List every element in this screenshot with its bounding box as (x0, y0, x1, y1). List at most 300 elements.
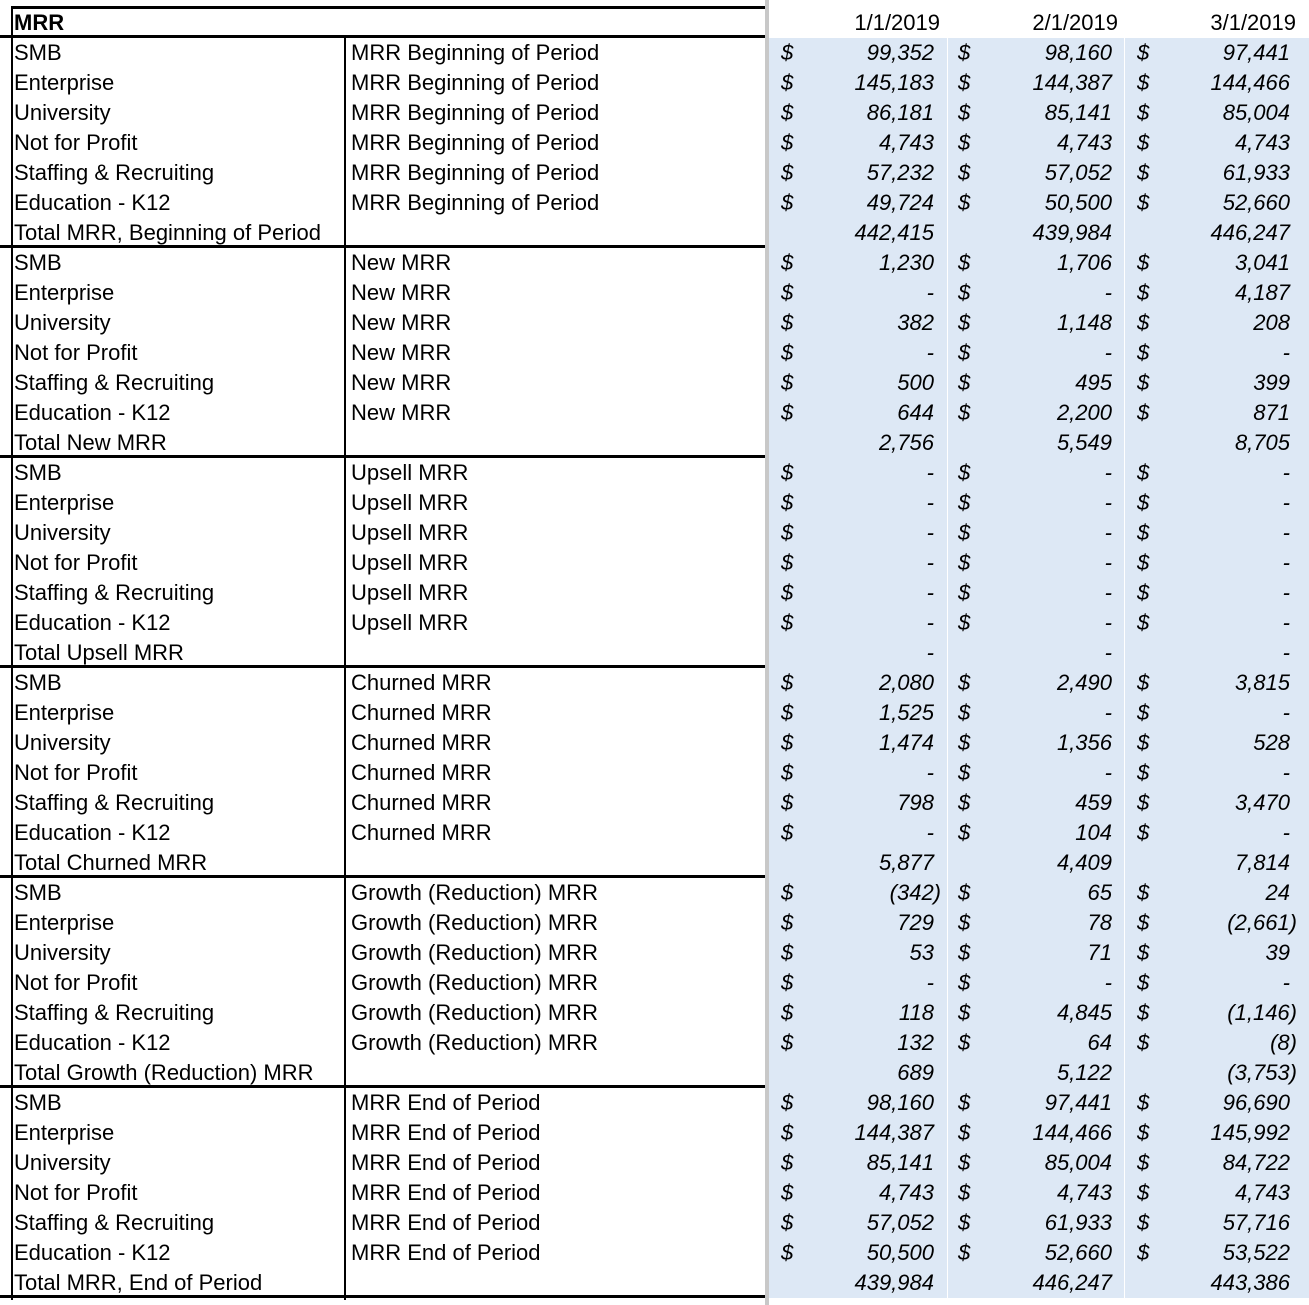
segment-cell[interactable]: Enterprise (14, 70, 115, 95)
value-cell[interactable]: 4,743 (1234, 1180, 1290, 1205)
currency-symbol: $ (958, 940, 971, 965)
segment-cell[interactable]: Enterprise (14, 490, 115, 515)
mid-border (344, 36, 346, 1300)
segment-cell[interactable]: University (14, 310, 111, 335)
value-cell[interactable]: 4,743 (1056, 1180, 1112, 1205)
currency-symbol: $ (958, 1240, 971, 1265)
metric-cell[interactable] (351, 1268, 763, 1298)
value-cell[interactable]: 132 (897, 1030, 934, 1055)
value-cell[interactable]: 871 (1253, 400, 1290, 425)
metric-cell[interactable]: Upsell MRR (351, 580, 469, 605)
currency-symbol: $ (958, 730, 971, 755)
column-separator (765, 0, 769, 1305)
cell-gridline (1124, 278, 1125, 308)
currency-symbol: $ (1137, 820, 1150, 845)
value-cell[interactable]: 1,230 (878, 250, 934, 275)
cell-gridline (1124, 128, 1125, 158)
currency-symbol: $ (1137, 700, 1150, 725)
metric-cell[interactable]: MRR Beginning of Period (351, 100, 600, 125)
value-cell[interactable]: 495 (1075, 370, 1112, 395)
metric-cell[interactable]: Growth (Reduction) MRR (351, 970, 598, 995)
currency-symbol: $ (1137, 1030, 1150, 1055)
value-cell[interactable]: - (926, 760, 934, 785)
value-cell[interactable]: 3,470 (1234, 790, 1290, 815)
metric-cell[interactable]: MRR End of Period (351, 1180, 541, 1205)
currency-symbol: $ (958, 670, 971, 695)
value-cell[interactable]: 84,722 (1222, 1150, 1290, 1175)
segment-cell[interactable]: Enterprise (14, 910, 115, 935)
value-cell[interactable]: (342) (889, 880, 941, 905)
value-cell[interactable]: 443,386 (1210, 1270, 1290, 1295)
currency-symbol: $ (781, 520, 794, 545)
cell-gridline (947, 518, 948, 548)
segment-cell[interactable]: Not for Profit (14, 340, 138, 365)
value-cell[interactable]: 2,200 (1056, 400, 1112, 425)
segment-cell[interactable]: SMB (14, 670, 62, 695)
value-cell[interactable]: 52,660 (1044, 1240, 1112, 1265)
value-cell[interactable]: - (1282, 550, 1290, 575)
metric-cell[interactable]: Growth (Reduction) MRR (351, 940, 598, 965)
value-cell[interactable]: (1,146) (1227, 1000, 1297, 1025)
metric-cell[interactable]: MRR Beginning of Period (351, 40, 600, 65)
value-cell[interactable]: 50,500 (866, 1240, 934, 1265)
segment-cell[interactable]: Education - K12 (14, 190, 171, 215)
currency-symbol: $ (781, 400, 794, 425)
cell-gridline (1124, 308, 1125, 338)
value-cell[interactable]: 99,352 (866, 40, 934, 65)
value-cell[interactable]: 57,232 (866, 160, 934, 185)
value-cell[interactable]: - (926, 520, 934, 545)
cell-gridline (1124, 578, 1125, 608)
segment-cell[interactable]: University (14, 1150, 111, 1175)
value-cell[interactable]: - (1104, 610, 1112, 635)
currency-symbol: $ (1137, 340, 1150, 365)
segment-cell[interactable]: University (14, 100, 111, 125)
value-cell[interactable]: 4,409 (1056, 850, 1112, 875)
currency-symbol: $ (1137, 670, 1150, 695)
segment-cell[interactable]: Education - K12 (14, 400, 171, 425)
metric-cell[interactable]: Growth (Reduction) MRR (351, 1030, 598, 1055)
value-cell[interactable]: - (1104, 460, 1112, 485)
value-cell[interactable]: 3,041 (1234, 250, 1290, 275)
table-title[interactable]: MRR (14, 10, 65, 35)
currency-symbol: $ (1137, 310, 1150, 335)
currency-symbol: $ (1137, 130, 1150, 155)
currency-symbol: $ (781, 550, 794, 575)
table-row (0, 308, 1309, 338)
cell-gridline (947, 908, 948, 938)
value-cell[interactable]: 61,933 (1044, 1210, 1112, 1235)
cell-gridline (1124, 788, 1125, 818)
segment-cell[interactable]: Staffing & Recruiting (14, 1000, 215, 1025)
metric-cell[interactable]: MRR End of Period (351, 1240, 541, 1265)
currency-symbol: $ (958, 790, 971, 815)
metric-cell[interactable]: New MRR (351, 250, 452, 275)
currency-symbol: $ (958, 190, 971, 215)
currency-symbol: $ (781, 610, 794, 635)
cell-gridline (1124, 338, 1125, 368)
metric-cell[interactable]: Upsell MRR (351, 490, 469, 515)
segment-cell[interactable]: Not for Profit (14, 550, 138, 575)
currency-symbol: $ (1137, 1150, 1150, 1175)
currency-symbol: $ (958, 910, 971, 935)
value-cell[interactable]: 5,549 (1056, 430, 1112, 455)
value-cell[interactable]: 446,247 (1210, 220, 1290, 245)
value-cell[interactable]: 52,660 (1222, 190, 1290, 215)
segment-cell[interactable]: Total Growth (Reduction) MRR (14, 1060, 314, 1085)
metric-cell[interactable]: Churned MRR (351, 790, 492, 815)
cell-gridline (1124, 488, 1125, 518)
table-row (0, 608, 1309, 638)
value-cell[interactable]: 104 (1075, 820, 1112, 845)
value-cell[interactable]: - (926, 280, 934, 305)
value-cell[interactable]: 57,716 (1222, 1210, 1290, 1235)
value-cell[interactable]: 729 (897, 910, 934, 935)
value-cell[interactable]: 459 (1075, 790, 1112, 815)
value-cell[interactable]: 53,522 (1222, 1240, 1290, 1265)
metric-cell[interactable]: Growth (Reduction) MRR (351, 880, 598, 905)
cell-gridline (947, 488, 948, 518)
total-row (0, 1268, 1309, 1298)
value-cell[interactable]: 86,181 (866, 100, 934, 125)
value-cell[interactable]: - (1104, 760, 1112, 785)
value-cell[interactable]: 96,690 (1222, 1090, 1290, 1115)
value-cell[interactable]: 85,141 (1044, 100, 1112, 125)
segment-cell[interactable]: Total Churned MRR (14, 850, 208, 875)
value-cell[interactable]: - (926, 340, 934, 365)
value-cell[interactable]: - (1104, 490, 1112, 515)
value-cell[interactable]: 7,814 (1234, 850, 1290, 875)
value-cell[interactable]: (8) (1270, 1030, 1297, 1055)
value-cell[interactable]: 4,187 (1234, 280, 1290, 305)
value-cell[interactable]: - (1282, 490, 1290, 515)
metric-cell[interactable]: New MRR (351, 370, 452, 395)
value-cell[interactable]: 2,756 (878, 430, 934, 455)
metric-cell[interactable]: New MRR (351, 280, 452, 305)
segment-cell[interactable]: SMB (14, 40, 62, 65)
value-cell[interactable]: 2,490 (1056, 670, 1112, 695)
value-cell[interactable]: - (1282, 970, 1290, 995)
metric-cell[interactable]: MRR Beginning of Period (351, 130, 600, 155)
value-cell[interactable]: 399 (1253, 370, 1290, 395)
value-cell[interactable]: 439,984 (854, 1270, 934, 1295)
value-cell[interactable]: 1,525 (878, 700, 934, 725)
value-cell[interactable]: 98,160 (866, 1090, 934, 1115)
value-cell[interactable]: 1,148 (1056, 310, 1112, 335)
cell-gridline (947, 128, 948, 158)
metric-cell[interactable]: Churned MRR (351, 760, 492, 785)
currency-symbol: $ (781, 190, 794, 215)
currency-symbol: $ (958, 760, 971, 785)
segment-cell[interactable]: Total MRR, End of Period (14, 1270, 263, 1295)
metric-cell[interactable]: MRR End of Period (351, 1120, 541, 1145)
segment-cell[interactable]: Total Upsell MRR (14, 640, 184, 665)
value-cell[interactable]: 65 (1087, 880, 1112, 905)
segment-cell[interactable]: Enterprise (14, 280, 115, 305)
cell-gridline (947, 308, 948, 338)
table-row (0, 698, 1309, 728)
total-row (0, 428, 1309, 458)
cell-gridline (1124, 428, 1125, 458)
value-cell[interactable]: - (926, 460, 934, 485)
segment-cell[interactable]: SMB (14, 460, 62, 485)
metric-cell[interactable]: Growth (Reduction) MRR (351, 910, 598, 935)
value-cell[interactable]: 118 (898, 1000, 934, 1025)
currency-symbol: $ (1137, 790, 1150, 815)
value-cell[interactable]: 4,743 (878, 1180, 934, 1205)
value-cell[interactable]: - (1104, 280, 1112, 305)
table-row (0, 1208, 1309, 1238)
currency-symbol: $ (1137, 610, 1150, 635)
value-cell[interactable]: - (1104, 520, 1112, 545)
metric-cell[interactable] (351, 1058, 763, 1088)
segment-cell[interactable]: Not for Profit (14, 130, 138, 155)
currency-symbol: $ (781, 910, 794, 935)
value-cell[interactable]: - (1282, 700, 1290, 725)
value-cell[interactable]: 85,004 (1044, 1150, 1112, 1175)
value-cell[interactable]: - (1282, 520, 1290, 545)
segment-cell[interactable]: Total New MRR (14, 430, 167, 455)
currency-symbol: $ (1137, 460, 1150, 485)
value-cell[interactable]: 39 (1265, 940, 1290, 965)
segment-cell[interactable]: Staffing & Recruiting (14, 790, 215, 815)
cell-gridline (947, 638, 948, 668)
value-cell[interactable]: 446,247 (1032, 1270, 1112, 1295)
value-cell[interactable]: - (1104, 640, 1112, 665)
value-cell[interactable]: 689 (897, 1060, 934, 1085)
date-header-2[interactable]: 2/1/2019 (1032, 10, 1118, 35)
segment-cell[interactable]: SMB (14, 880, 62, 905)
currency-symbol: $ (1137, 250, 1150, 275)
value-cell[interactable]: 144,387 (854, 1120, 934, 1145)
value-cell[interactable]: 144,387 (1032, 70, 1112, 95)
value-cell[interactable]: 98,160 (1044, 40, 1112, 65)
value-cell[interactable]: 145,992 (1210, 1120, 1290, 1145)
value-cell[interactable]: - (1104, 340, 1112, 365)
value-cell[interactable]: 4,743 (878, 130, 934, 155)
value-cell[interactable]: 144,466 (1032, 1120, 1112, 1145)
value-cell[interactable]: 2,080 (878, 670, 934, 695)
value-cell[interactable]: (3,753) (1227, 1060, 1297, 1085)
date-header-3[interactable]: 3/1/2019 (1210, 10, 1296, 35)
value-cell[interactable]: 1,474 (878, 730, 934, 755)
currency-symbol: $ (1137, 730, 1150, 755)
date-header-1[interactable]: 1/1/2019 (854, 10, 940, 35)
value-cell[interactable]: 500 (897, 370, 934, 395)
value-cell[interactable]: - (926, 550, 934, 575)
metric-cell[interactable]: Upsell MRR (351, 460, 469, 485)
currency-symbol: $ (781, 940, 794, 965)
metric-cell[interactable]: MRR End of Period (351, 1150, 541, 1175)
table-row (0, 338, 1309, 368)
value-cell[interactable]: 85,004 (1222, 100, 1290, 125)
value-cell[interactable]: - (1104, 580, 1112, 605)
table-row (0, 818, 1309, 848)
metric-cell[interactable]: Churned MRR (351, 700, 492, 725)
metric-cell[interactable]: New MRR (351, 400, 452, 425)
value-cell[interactable]: 144,466 (1210, 70, 1290, 95)
cell-gridline (947, 218, 948, 248)
metric-cell[interactable]: Upsell MRR (351, 550, 469, 575)
metric-cell[interactable]: MRR End of Period (351, 1090, 541, 1115)
value-cell[interactable]: - (926, 580, 934, 605)
total-row (0, 1058, 1309, 1088)
segment-cell[interactable]: Staffing & Recruiting (14, 1210, 215, 1235)
segment-cell[interactable]: Staffing & Recruiting (14, 580, 215, 605)
cell-gridline (947, 368, 948, 398)
value-cell[interactable]: 64 (1087, 1030, 1112, 1055)
metric-cell[interactable]: Churned MRR (351, 670, 492, 695)
value-cell[interactable]: 4,743 (1056, 130, 1112, 155)
value-cell[interactable]: 1,706 (1056, 250, 1112, 275)
table-row (0, 488, 1309, 518)
value-cell[interactable]: 8,705 (1234, 430, 1290, 455)
segment-cell[interactable]: Education - K12 (14, 1030, 171, 1055)
cell-gridline (1124, 818, 1125, 848)
metric-cell[interactable]: New MRR (351, 310, 452, 335)
segment-cell[interactable]: University (14, 940, 111, 965)
segment-cell[interactable]: University (14, 520, 111, 545)
total-row (0, 218, 1309, 248)
value-cell[interactable]: - (1282, 580, 1290, 605)
metric-cell[interactable]: MRR Beginning of Period (351, 160, 600, 185)
value-cell[interactable]: - (1282, 640, 1290, 665)
value-cell[interactable]: 50,500 (1044, 190, 1112, 215)
table-row (0, 968, 1309, 998)
segment-cell[interactable]: Not for Profit (14, 1180, 138, 1205)
cell-gridline (1124, 38, 1125, 68)
metric-cell[interactable]: MRR Beginning of Period (351, 190, 600, 215)
segment-cell[interactable]: Education - K12 (14, 820, 171, 845)
cell-gridline (1124, 1148, 1125, 1178)
value-cell[interactable]: 208 (1253, 310, 1290, 335)
value-cell[interactable]: - (926, 490, 934, 515)
segment-cell[interactable]: Education - K12 (14, 1240, 171, 1265)
value-cell[interactable]: - (1104, 970, 1112, 995)
segment-cell[interactable]: Not for Profit (14, 970, 138, 995)
metric-cell[interactable]: MRR Beginning of Period (351, 70, 600, 95)
table-row (0, 668, 1309, 698)
currency-symbol: $ (781, 100, 794, 125)
cell-gridline (947, 998, 948, 1028)
value-cell[interactable]: 57,052 (1044, 160, 1112, 185)
currency-symbol: $ (1137, 1000, 1150, 1025)
segment-cell[interactable]: University (14, 730, 111, 755)
value-cell[interactable]: 61,933 (1222, 160, 1290, 185)
value-cell[interactable]: 798 (897, 790, 934, 815)
cell-gridline (947, 968, 948, 998)
value-cell[interactable]: 5,877 (878, 850, 934, 875)
metric-cell[interactable]: Churned MRR (351, 820, 492, 845)
segment-cell[interactable]: Staffing & Recruiting (14, 160, 215, 185)
value-cell[interactable]: - (1282, 340, 1290, 365)
value-cell[interactable]: 145,183 (854, 70, 934, 95)
metric-cell[interactable]: Churned MRR (351, 730, 492, 755)
segment-cell[interactable]: Total MRR, Beginning of Period (14, 220, 321, 245)
value-cell[interactable]: 1,356 (1056, 730, 1112, 755)
value-cell[interactable]: 97,441 (1044, 1090, 1112, 1115)
value-cell[interactable]: - (1104, 550, 1112, 575)
value-cell[interactable]: - (926, 640, 934, 665)
cell-gridline (947, 758, 948, 788)
value-cell[interactable]: 644 (897, 400, 934, 425)
value-cell[interactable]: - (926, 820, 934, 845)
metric-cell[interactable]: Growth (Reduction) MRR (351, 1000, 598, 1025)
metric-cell[interactable]: MRR End of Period (351, 1210, 541, 1235)
value-cell[interactable]: - (1104, 700, 1112, 725)
value-cell[interactable]: 78 (1087, 910, 1112, 935)
value-cell[interactable]: - (926, 970, 934, 995)
value-cell[interactable]: 528 (1253, 730, 1290, 755)
currency-symbol: $ (958, 820, 971, 845)
currency-symbol: $ (1137, 1120, 1150, 1145)
value-cell[interactable]: 3,815 (1234, 670, 1290, 695)
currency-symbol: $ (958, 580, 971, 605)
currency-symbol: $ (781, 1240, 794, 1265)
segment-cell[interactable]: Education - K12 (14, 610, 171, 635)
value-cell[interactable]: 53 (909, 940, 934, 965)
cell-gridline (947, 398, 948, 428)
value-cell[interactable]: 24 (1265, 880, 1290, 905)
segment-cell[interactable]: Enterprise (14, 700, 115, 725)
table-row (0, 398, 1309, 428)
value-cell[interactable]: 49,724 (866, 190, 934, 215)
currency-symbol: $ (958, 460, 971, 485)
cell-gridline (947, 878, 948, 908)
metric-cell[interactable] (351, 848, 763, 878)
currency-symbol: $ (958, 100, 971, 125)
metric-cell[interactable]: Upsell MRR (351, 520, 469, 545)
metric-cell[interactable]: New MRR (351, 340, 452, 365)
value-cell[interactable]: - (1282, 820, 1290, 845)
cell-gridline (1124, 1058, 1125, 1088)
value-cell[interactable]: 439,984 (1032, 220, 1112, 245)
cell-gridline (947, 158, 948, 188)
table-row (0, 458, 1309, 488)
segment-cell[interactable]: SMB (14, 1090, 62, 1115)
segment-cell[interactable]: Enterprise (14, 1120, 115, 1145)
value-cell[interactable]: 5,122 (1056, 1060, 1112, 1085)
value-cell[interactable]: 71 (1087, 940, 1112, 965)
table-row (0, 158, 1309, 188)
value-cell[interactable]: 85,141 (866, 1150, 934, 1175)
value-cell[interactable]: 442,415 (854, 220, 934, 245)
value-cell[interactable]: 382 (897, 310, 934, 335)
value-cell[interactable]: - (1282, 760, 1290, 785)
currency-symbol: $ (958, 400, 971, 425)
metric-cell[interactable] (351, 638, 763, 668)
value-cell[interactable]: - (926, 610, 934, 635)
value-cell[interactable]: 57,052 (866, 1210, 934, 1235)
value-cell[interactable]: 4,845 (1056, 1000, 1112, 1025)
metric-cell[interactable] (351, 218, 763, 248)
table-row (0, 1028, 1309, 1058)
currency-symbol: $ (958, 280, 971, 305)
segment-cell[interactable]: Not for Profit (14, 760, 138, 785)
segment-cell[interactable]: Staffing & Recruiting (14, 370, 215, 395)
value-cell[interactable]: 4,743 (1234, 130, 1290, 155)
total-row (0, 638, 1309, 668)
currency-symbol: $ (781, 1000, 794, 1025)
value-cell[interactable]: - (1282, 610, 1290, 635)
value-cell[interactable]: 97,441 (1222, 40, 1290, 65)
cell-gridline (947, 548, 948, 578)
segment-cell[interactable]: SMB (14, 250, 62, 275)
value-cell[interactable]: - (1282, 460, 1290, 485)
metric-cell[interactable] (351, 428, 763, 458)
value-cell[interactable]: (2,661) (1227, 910, 1297, 935)
metric-cell[interactable]: Upsell MRR (351, 610, 469, 635)
